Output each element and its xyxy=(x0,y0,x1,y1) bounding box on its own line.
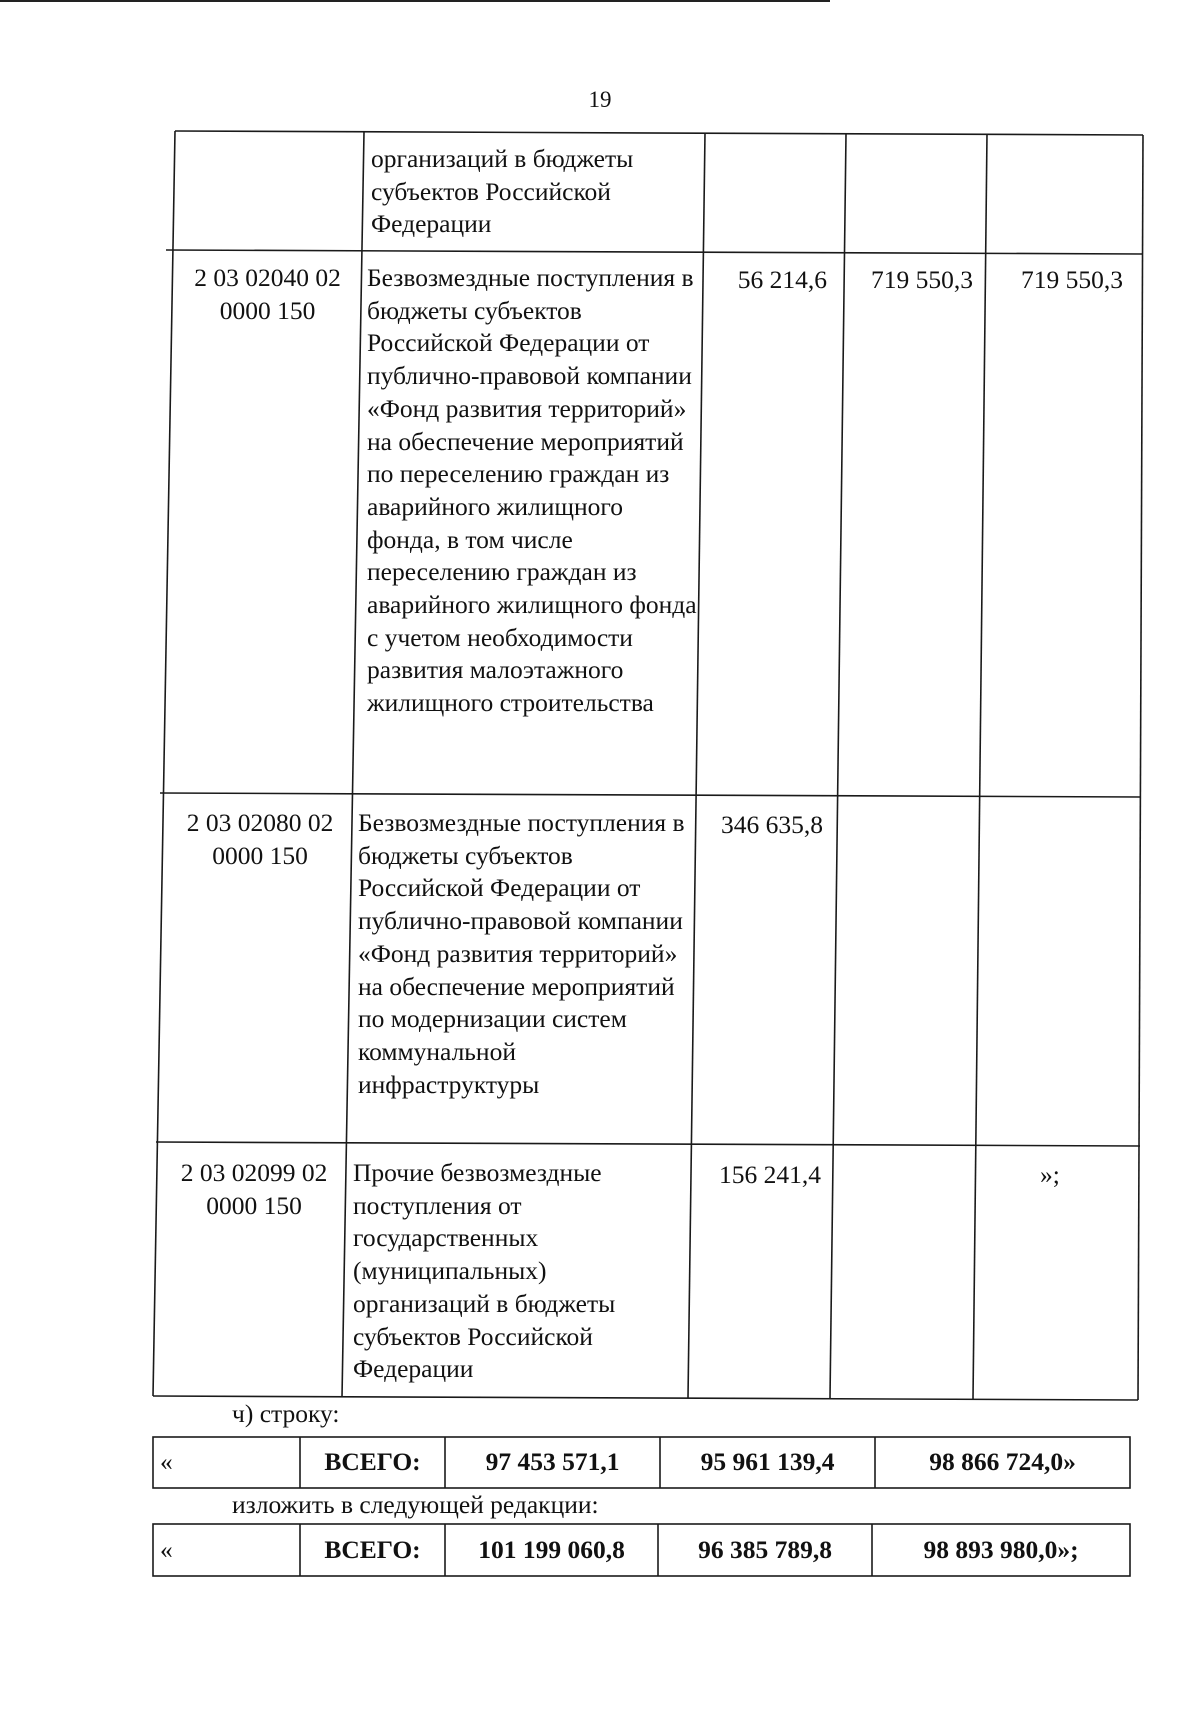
table-row-3-col1: 156 241,4 xyxy=(719,1160,821,1189)
table-row-1-col3: 719 550,3 xyxy=(1021,265,1123,294)
table-row-2-code: 2 03 02080 02 0000 150 xyxy=(186,808,334,870)
total-new-quote: « xyxy=(160,1535,173,1564)
total-old-quote: « xyxy=(160,1447,173,1476)
table-row-1-description: Безвозмездные поступления в бюджеты субъектов Российской Федерации от публично-правовой компании «Фонд развития территорий» на обеспечение мероприятий по переселению граждан из аварийного жилищного фонда, в том числе переселению граждан из аварийного жилищного фонда с учетом необходимости развития малоэтажного жилищного строительства xyxy=(367,263,697,718)
page-number: 19 xyxy=(588,87,612,112)
table-row-3-description: Прочие безвозмездные поступления от государственных (муниципальных) организаций в бюджеты субъектов Российской Федерации xyxy=(353,1158,616,1384)
instruction-new-edition: изложить в следующей редакции: xyxy=(232,1490,599,1519)
table-row-1-code: 2 03 02040 02 0000 150 xyxy=(194,263,341,325)
total-new-value-2: 96 385 789,8 xyxy=(698,1535,832,1564)
table-row-3-col3: »; xyxy=(1040,1160,1060,1189)
total-old-value-3: 98 866 724,0» xyxy=(929,1447,1076,1476)
instruction-replace: ч) строку: xyxy=(232,1399,340,1428)
total-new-label: ВСЕГО: xyxy=(324,1535,421,1564)
total-old-value-1: 97 453 571,1 xyxy=(485,1447,620,1476)
table-row-1-col1: 56 214,6 xyxy=(737,265,827,294)
table-row-2-col1: 346 635,8 xyxy=(721,810,823,839)
table-row-3-code: 2 03 02099 02 0000 150 xyxy=(180,1158,328,1220)
table-row-2-description: Безвозмездные поступления в бюджеты субъектов Российской Федерации от публично-правовой компании «Фонд развития территорий» на обеспечение мероприятий по модернизации систем коммунальной инфраструктуры xyxy=(358,808,685,1099)
total-new-value-3: 98 893 980,0»; xyxy=(923,1535,1079,1564)
table-row-0-description: организаций в бюджеты субъектов Российской Федерации xyxy=(371,144,634,239)
total-new-value-1: 101 199 060,8 xyxy=(478,1535,625,1564)
total-old-value-2: 95 961 139,4 xyxy=(700,1447,835,1476)
total-old-label: ВСЕГО: xyxy=(324,1447,421,1476)
table-row-1-col2: 719 550,3 xyxy=(871,265,973,294)
